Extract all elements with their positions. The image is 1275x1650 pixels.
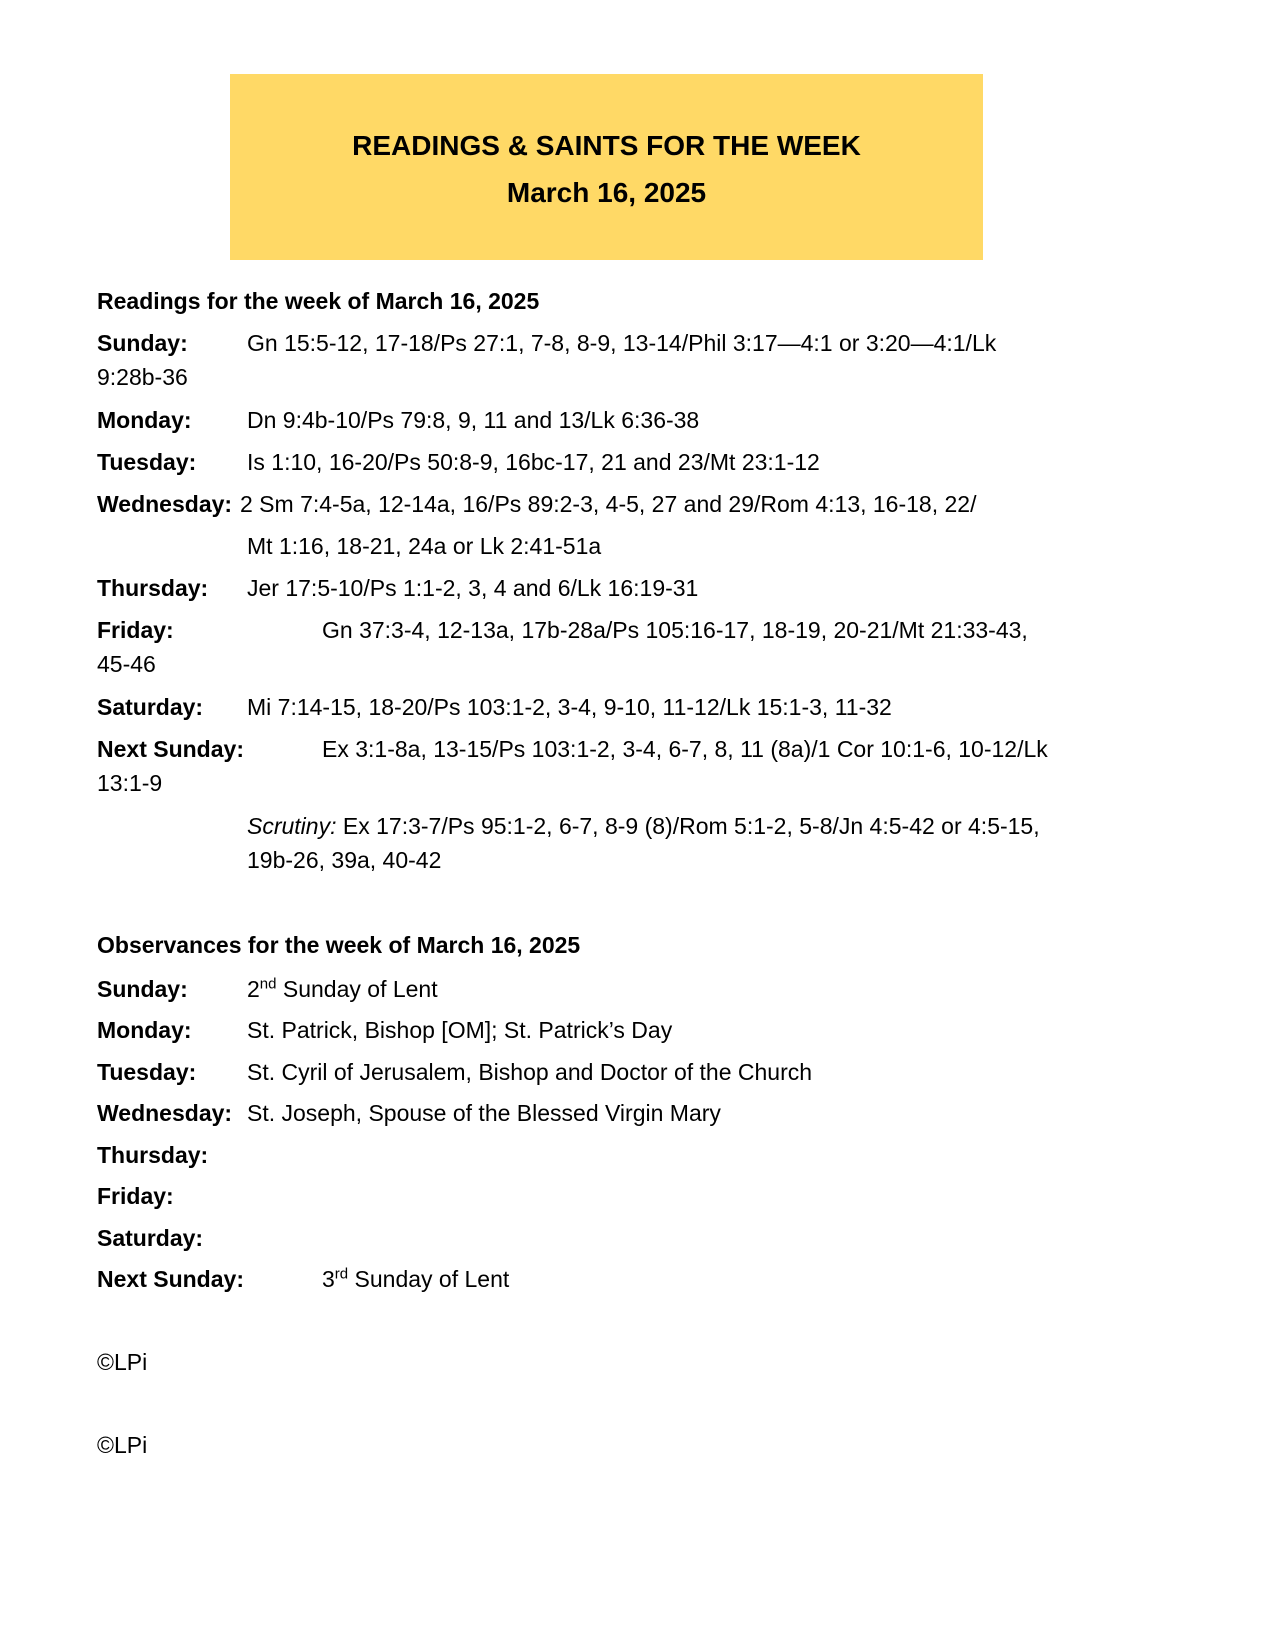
- observance-name: Sunday of Lent: [276, 976, 438, 1002]
- page-date: March 16, 2025: [506, 177, 707, 208]
- reading-text-cont: 19b-26, 39a, 40-42: [247, 847, 442, 873]
- day-label: Next Sunday:: [97, 1266, 244, 1292]
- ordinal-number: 3: [322, 1266, 335, 1292]
- copyright-2: ©LPi: [97, 1432, 148, 1458]
- reading-text: Jer 17:5-10/Ps 1:1-2, 3, 4 and 6/Lk 16:19-31: [247, 575, 699, 601]
- copyright-1: ©LPi: [97, 1349, 148, 1375]
- day-label: Sunday:: [97, 976, 188, 1002]
- scrutiny-label: Scrutiny:: [247, 813, 337, 839]
- reading-text: Mi 7:14-15, 18-20/Ps 103:1-2, 3-4, 9-10, 11-12/Lk 15:1-3, 11-32: [247, 694, 892, 720]
- day-label: Thursday:: [97, 575, 209, 601]
- page-title: READINGS & SAINTS FOR THE WEEK: [352, 130, 861, 161]
- scrutiny-line: [247, 809, 1040, 844]
- reading-text: Gn 37:3-4, 12-13a, 17b-28a/Ps 105:16-17, 18-19, 20-21/Mt 21:33-43,: [322, 617, 1028, 643]
- day-label: Wednesday:: [97, 491, 233, 517]
- reading-text: 2 Sm 7:4-5a, 12-14a, 16/Ps 89:2-3, 4-5, 27 and 29/Rom 4:13, 16-18, 22/: [240, 491, 977, 517]
- observance-text: St. Patrick, Bishop [OM]; St. Patrick’s Day: [247, 1017, 673, 1043]
- ordinal-suffix: nd: [259, 975, 277, 993]
- header-banner: [230, 74, 983, 260]
- observance-text: St. Joseph, Spouse of the Blessed Virgin Mary: [247, 1100, 721, 1126]
- reading-text-cont: 45-46: [97, 651, 156, 677]
- observance-text: St. Cyril of Jerusalem, Bishop and Doctor of the Church: [247, 1059, 813, 1085]
- day-label: Wednesday:: [97, 1100, 233, 1126]
- day-label: Saturday:: [97, 1225, 204, 1251]
- observances-heading: Observances for the week of March 16, 2025: [97, 932, 581, 958]
- day-label: Tuesday:: [97, 449, 197, 475]
- reading-text: Is 1:10, 16-20/Ps 50:8-9, 16bc-17, 21 and 23/Mt 23:1-12: [247, 449, 820, 475]
- reading-text-cont: Mt 1:16, 18-21, 24a or Lk 2:41-51a: [247, 533, 602, 559]
- day-label: Next Sunday:: [97, 736, 244, 762]
- ordinal-number: 2: [247, 976, 260, 1002]
- day-label: Saturday:: [97, 694, 204, 720]
- readings-heading: Readings for the week of March 16, 2025: [97, 288, 540, 314]
- reading-text-cont: 9:28b-36: [97, 364, 188, 390]
- reading-text: Ex 17:3-7/Ps 95:1-2, 6-7, 8-9 (8)/Rom 5:1-2, 5-8/Jn 4:5-42 or 4:5-15,: [336, 813, 1040, 839]
- day-label: Sunday:: [97, 330, 188, 356]
- reading-text: Gn 15:5-12, 17-18/Ps 27:1, 7-8, 8-9, 13-14/Phil 3:17—4:1 or 3:20—4:1/Lk: [247, 330, 997, 356]
- observance-name: Sunday of Lent: [348, 1266, 510, 1292]
- reading-text: Dn 9:4b-10/Ps 79:8, 9, 11 and 13/Lk 6:36-38: [247, 407, 700, 433]
- day-label: Friday:: [97, 617, 174, 643]
- observance-text: [322, 1262, 509, 1297]
- day-label: Thursday:: [97, 1142, 209, 1168]
- reading-text: Ex 3:1-8a, 13-15/Ps 103:1-2, 3-4, 6-7, 8, 11 (8a)/1 Cor 10:1-6, 10-12/Lk: [322, 736, 1048, 762]
- ordinal-suffix: rd: [334, 1265, 349, 1283]
- observance-text: [247, 972, 438, 1007]
- day-label: Tuesday:: [97, 1059, 197, 1085]
- reading-text-cont: 13:1-9: [97, 770, 163, 796]
- day-label: Friday:: [97, 1183, 174, 1209]
- day-label: Monday:: [97, 407, 192, 433]
- day-label: Monday:: [97, 1017, 192, 1043]
